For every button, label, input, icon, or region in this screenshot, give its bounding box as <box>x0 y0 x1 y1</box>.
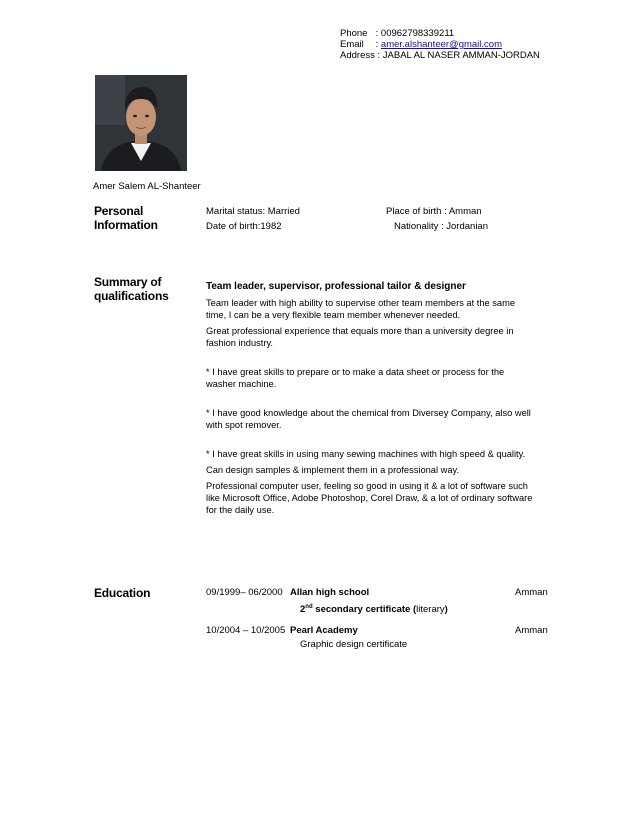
summary-body <box>206 281 536 516</box>
place-of-birth: Place of birth : Amman <box>386 206 482 217</box>
summary-paragraph: * I have good knowledge about the chemical from Diversey Company, also well with spot remover. <box>206 408 531 430</box>
summary-paragraph: Can design samples & implement them in a professional way. <box>206 465 460 475</box>
email-link[interactable]: amer.alshanteer@gmail.com <box>380 39 502 50</box>
date-of-birth: Date of birth:1982 <box>206 221 282 232</box>
address-value: : JABAL AL NASER AMMAN-JORDAN <box>377 50 540 61</box>
contact-block <box>340 28 540 61</box>
marital-status: Marital status: Married <box>206 206 300 217</box>
edu-school-1: Allan high school <box>290 587 370 598</box>
edu-dates-1: 09/1999– 06/2000 <box>206 587 283 598</box>
email-label: Email <box>340 39 364 50</box>
person-portrait-icon <box>95 75 187 171</box>
cert-stream: literary <box>416 604 445 616</box>
email-row <box>340 39 540 50</box>
edu-school-2: Pearl Academy <box>290 625 358 636</box>
summary-title-line1: Summary of <box>94 275 162 289</box>
personal-title-line1: Personal <box>94 204 144 218</box>
phone-value: : 00962798339211 <box>375 28 455 39</box>
cert-bold-text: secondary certificate ( <box>312 604 417 616</box>
cert-close: ) <box>444 604 448 616</box>
cert-suffix: nd <box>305 604 313 610</box>
edu-dates-2: 10/2004 – 10/2005 <box>206 625 286 636</box>
personal-info-title <box>94 204 158 232</box>
phone-label: Phone <box>340 28 368 39</box>
edu-location-2: Amman <box>515 625 548 636</box>
edu-certificate-2: Graphic design certificate <box>300 639 408 650</box>
address-row <box>340 50 540 61</box>
profile-photo <box>95 75 187 171</box>
summary-heading: Team leader, supervisor, professional tailor & designer <box>206 281 466 292</box>
cert-number: 2 <box>300 604 306 616</box>
summary-title <box>94 275 169 303</box>
summary-paragraph: Professional computer user, feeling so good in using it & a lot of software such like Microsoft Office, Adobe Photoshop, Corel Draw, & a lot of ordinary software for the daily use. <box>206 481 533 515</box>
edu-location-1: Amman <box>515 587 548 598</box>
summary-paragraph: Great professional experience that equals more than a university degree in fashion industry. <box>206 326 514 348</box>
personal-title-line2: Information <box>94 218 158 232</box>
address-label: Address <box>340 50 375 61</box>
edu-certificate-1 <box>300 601 448 616</box>
nationality: Nationality : Jordanian <box>394 221 488 232</box>
summary-title-line2: qualifications <box>94 289 169 303</box>
summary-paragraph: Team leader with high ability to supervise other team members at the same time, I can be a very flexible team member whenever needed. <box>206 298 516 320</box>
candidate-name: Amer Salem AL-Shanteer <box>93 181 201 192</box>
summary-paragraph: * I have great skills to prepare or to make a data sheet or process for the washer machine. <box>206 367 505 389</box>
phone-row <box>340 28 540 39</box>
summary-paragraph: * I have great skills in using many sewing machines with high speed & quality. <box>206 449 526 459</box>
email-sep: : <box>375 39 381 50</box>
education-title: Education <box>94 586 151 600</box>
